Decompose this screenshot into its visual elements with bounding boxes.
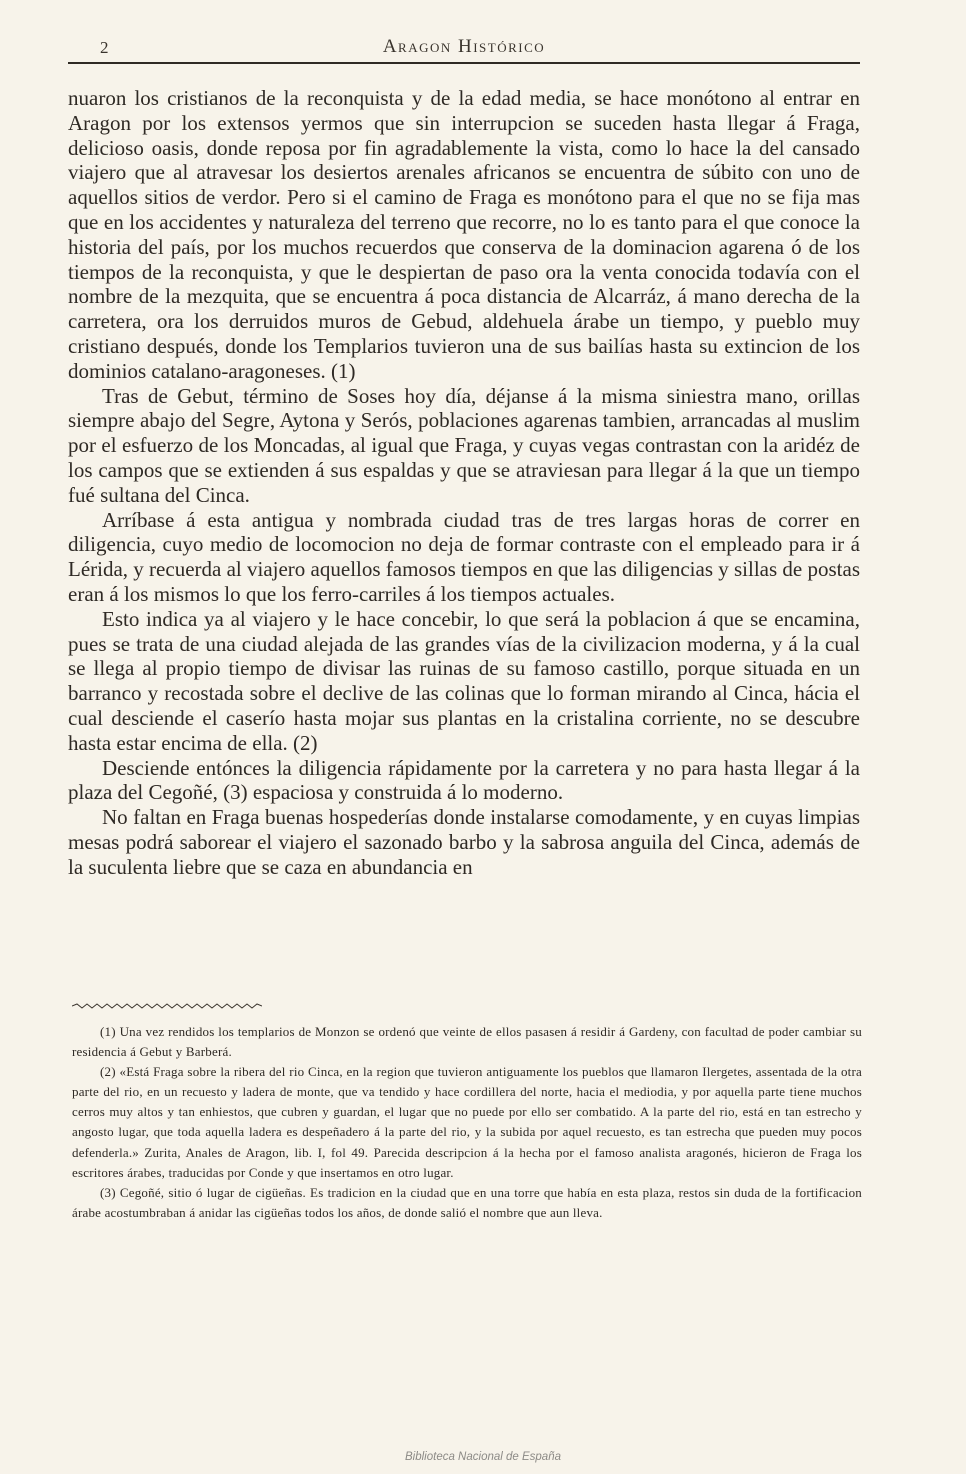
paragraph: Desciende entónces la diligencia rápidamente por la carretera y no para hasta llegar á la plaza del Cegoñé, (3) espaciosa y construida á lo moderno. <box>68 755 860 805</box>
main-text <box>68 86 860 880</box>
header-rule <box>68 62 860 64</box>
paragraph: Esto indica ya al viajero y le hace concebir, lo que será la poblacion á que se encamina, pues se trata de una ciudad alejada de las grandes vías de la civilizacion moderna, y á la cual se llega al propio tiempo de divisar las ruinas de su famoso castillo, porque situada en un barranco y recostada sobre el declive de las colinas que lo forman mirando al Cinca, hácia el cual desciende el caserío hasta mojar sus plantas en la cristalina corriente, no se descubre hasta estar encima de ella. (2) <box>68 606 860 755</box>
paragraph: Arríbase á esta antigua y nombrada ciudad tras de tres largas horas de correr en diligencia, cuyo medio de locomocion no deja de formar contraste con el empleado para ir á Lérida, y recuerda al viajero aquellos famosos tiempos en que las diligencias y sillas de postas eran á los mismos lo que los ferro-carriles á los tiempos actuales. <box>68 507 860 606</box>
paragraph: nuaron los cristianos de la reconquista y de la edad media, se hace monótono al entrar en Aragon por los extensos yermos que sin interrupcion se suceden hasta llegar á Fraga, delicioso oasis, donde reposa por fin agradablemente la vista, como lo hace la del cansado viajero que al atravesar los desiertos arenales africanos se encuentra de súbito con uno de aquellos sitios de verdor. Pero si el camino de Fraga es monótono para el que no se fija mas que en los accidentes y naturaleza del terreno que recorre, no lo es tanto para el que conoce la historia del país, por los muchos recuerdos que conserva de la dominacion agarena ó de los tiempos de la reconquista, y que le despiertan de paso ora la venta conocida todavía con el nombre de la mezquita, que se encuentra á poca distancia de Alcarráz, á mano derecha de la carretera, ora los derruidos muros de Gebud, aldehuela árabe un tiempo, y pueblo muy cristiano después, donde los Templarios tuvieron una de sus bailías hasta su extincion de los dominios catalano-aragoneses. (1) <box>68 86 860 383</box>
footnote: (3) Cegoñé, sitio ó lugar de cigüeñas. Es tradicion en la ciudad que en una torre que había en esta plaza, restos sin duda de la fortificacion árabe acostumbraban á anidar las cigüeñas todos los años, de donde salió el nombre que aun lleva. <box>72 1184 862 1220</box>
footnote-divider <box>72 1003 262 1009</box>
footnote: (2) «Está Fraga sobre la ribera del rio Cinca, en la region que tuvieron antiguamente los pueblos que llamaron Ilergetes, assentada de la otra parte del rio, en un recuesto y ladera de monte, que va tendido y hace cordillera del norte, hacia el mediodia, y por aquella parte tiene muchos cerros muy altos y tan enhiestos, que cubren y guardan, el lugar que no puede por ello ser combatido. A la parte del rio, está en tan estrecho y angosto lugar, que toda aquella ladera es despeñadero á la parte del rio, y la subida por aquel recuesto, es tan estrecha que pueden muy pocos defenderla.» Zurita, Anales de Aragon, lib. I, fol 49. Parecida descripcion á la hecha por el famoso analista aragonés, hicieron de Fraga los escritores árabes, traducidas por Conde y que insertamos en otro lugar. <box>72 1064 862 1180</box>
footnote: (1) Una vez rendidos los templarios de Monzon se ordenó que veinte de ellos pasasen á residir á Gardeny, con facultad de poder cambiar su residencia á Gebut y Barberá. <box>72 1024 862 1060</box>
paragraph: Tras de Gebut, término de Soses hoy día, déjanse á la misma siniestra mano, orillas siempre abajo del Segre, Aytona y Serós, poblaciones agarenas tambien, arrancadas al muslim por el esfuerzo de los Moncadas, al igual que Fraga, y cuyas vegas contrastan con la aridéz de los campos que se extienden á sus espaldas y que se atraviesan para llegar á la que un tiempo fué sultana del Cinca. <box>68 383 860 507</box>
page-header <box>68 36 860 60</box>
running-title: Aragon Histórico <box>382 36 546 57</box>
footnotes <box>72 1022 862 1223</box>
paragraph: No faltan en Fraga buenas hospederías donde instalarse comodamente, y en cuyas limpias mesas podrá saborear el viajero el sazonado barbo y la sabrosa anguila del Cinca, además de la suculenta liebre que se caza en abundancia en <box>68 805 860 879</box>
page-number: 2 <box>100 38 109 57</box>
library-credit: Biblioteca Nacional de España <box>405 1451 561 1463</box>
